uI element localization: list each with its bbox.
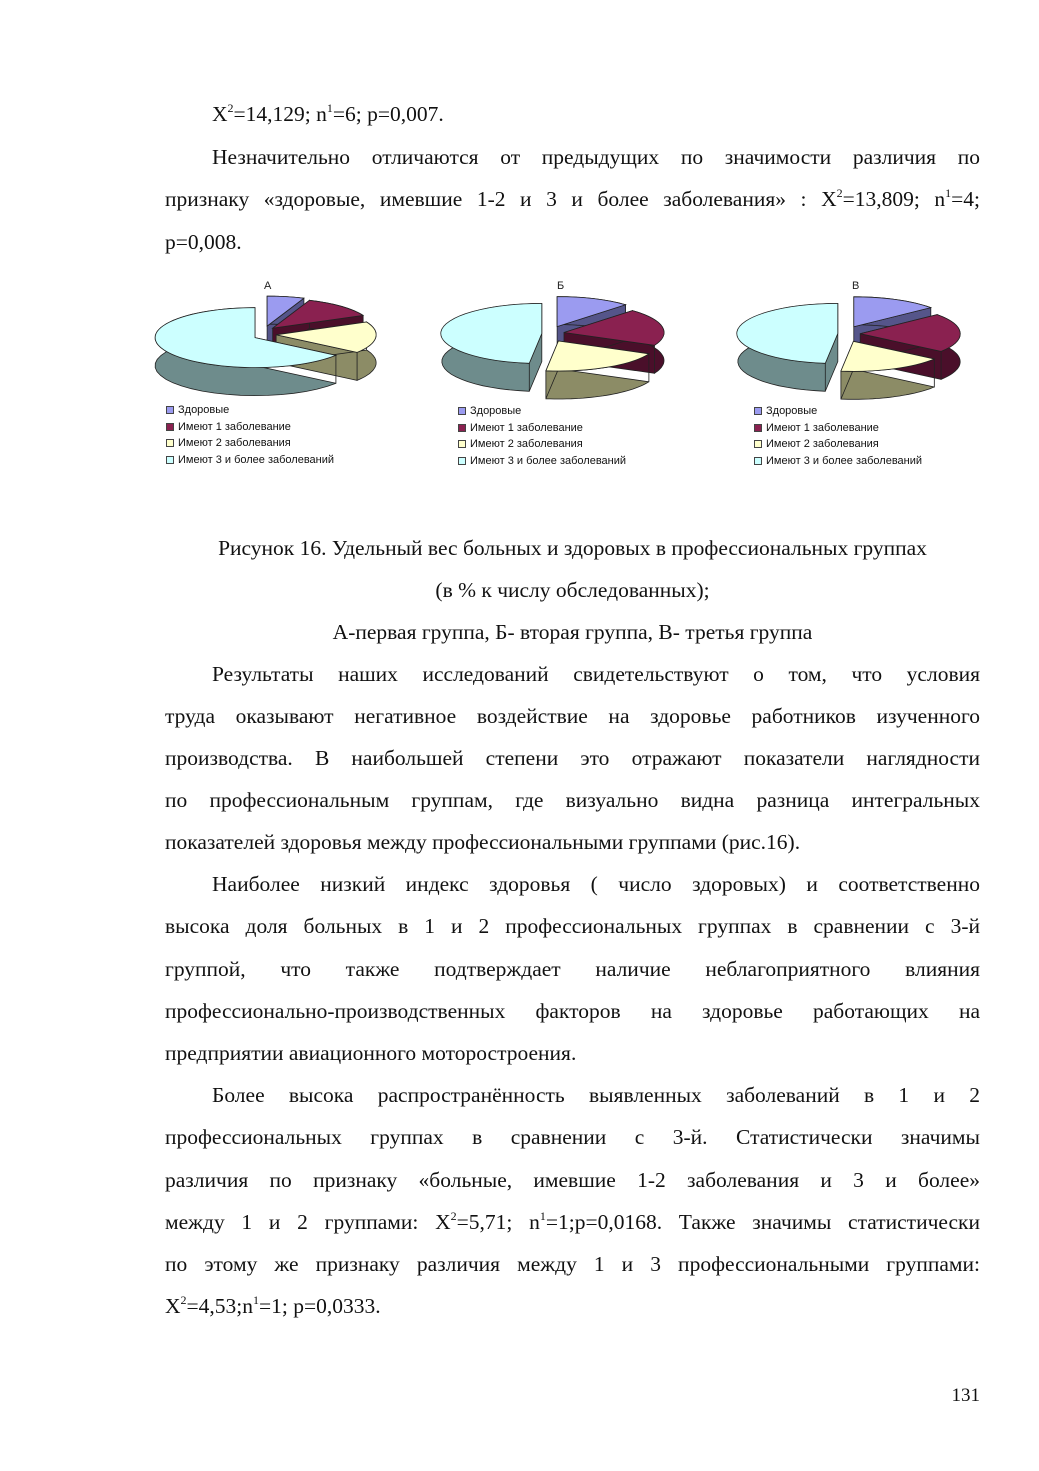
- paragraph-3-line-4: профессионально-производственных факторов на здоровье работающих на: [165, 999, 980, 1023]
- paragraph-3-line-3: группой, что также подтверждает наличие неблагоприятного влияния: [165, 957, 980, 981]
- legend-label: Здоровые: [178, 404, 230, 417]
- legend-item: [458, 403, 626, 420]
- paragraph-1-line-2: признаку «здоровые, имевшие 1-2 и 3 и более заболевания» : $X^2=13,809$; $n^1=4$;: [165, 186, 980, 211]
- paragraph-2-line-3: производства. В наибольшей степени это отражают показатели наглядности: [165, 746, 980, 770]
- legend-item: [458, 420, 626, 437]
- chart-c-legend: [754, 403, 922, 469]
- paragraph-4-line-6: $X^2=4,53;n^1=1$; p=0,0333.: [165, 1293, 381, 1318]
- legend-swatch: [458, 424, 466, 432]
- legend-label: Имеют 1 заболевание: [178, 420, 291, 433]
- paragraph-2-line-4: по профессиональным группам, где визуально видна разница интегральных: [165, 788, 980, 812]
- legend-swatch: [754, 407, 762, 415]
- paragraph-2-line-2: труда оказывают негативное воздействие на здоровье работников изученного: [165, 704, 980, 728]
- legend-label: Имеют 1 заболевание: [766, 421, 879, 434]
- paragraph-1-line-3: p=0,008.: [165, 230, 242, 254]
- paragraph-3-line-5: предприятии авиационного моторостроения.: [165, 1041, 577, 1065]
- chart-b-title: Б: [557, 280, 565, 292]
- legend-swatch: [754, 424, 762, 432]
- paragraph-4-line-1: Более высока распространённость выявленных заболеваний в 1 и 2: [212, 1083, 980, 1107]
- paragraph-4-line-5: по этому же признаку различия между 1 и 3 профессиональными группами:: [165, 1252, 980, 1276]
- pie-chart-b: [428, 296, 688, 396]
- paragraph-4-line-3: различия по признаку «больные, имевшие 1-2 заболевания и 3 и более»: [165, 1168, 980, 1192]
- legend-item: [458, 453, 626, 470]
- legend-item: [166, 435, 334, 452]
- paragraph-2-line-5: показателей здоровья между профессиональными группами (рис.16).: [165, 830, 801, 854]
- stat-line-1: $X^2=14,129$; $n^1=6$; p=0,007.: [212, 101, 444, 126]
- legend-item: [166, 452, 334, 469]
- legend-item: [458, 436, 626, 453]
- legend-label: Имеют 1 заболевание: [470, 421, 583, 434]
- paragraph-2-line-1: Результаты наших исследований свидетельствуют о том, что условия: [212, 662, 980, 686]
- legend-label: Здоровые: [766, 405, 818, 418]
- paragraph-1-line-1: Незначительно отличаются от предыдущих по значимости различия по: [212, 145, 980, 169]
- paragraph-3-line-1: Наиболее низкий индекс здоровья ( число здоровых) и соответственно: [212, 872, 980, 896]
- legend-label: Имеют 2 заболевания: [766, 438, 879, 451]
- chart-b-legend: [458, 403, 626, 469]
- legend-item: [754, 420, 922, 437]
- legend-label: Имеют 2 заболевания: [178, 437, 291, 450]
- legend-swatch: [754, 440, 762, 448]
- legend-label: Имеют 3 и более заболеваний: [470, 454, 627, 467]
- legend-swatch: [458, 440, 466, 448]
- legend-swatch: [166, 439, 174, 447]
- legend-item: [166, 419, 334, 436]
- page-number: 131: [951, 1385, 980, 1406]
- legend-swatch: [754, 457, 762, 465]
- paragraph-4-line-4: между 1 и 2 группами: $X^2=5,71$; $n^1=1;p=0,0168$. Также значимы статистически: [165, 1209, 980, 1234]
- legend-swatch: [166, 423, 174, 431]
- legend-swatch: [458, 407, 466, 415]
- paragraph-3-line-2: высока доля больных в 1 и 2 профессиональных группах в сравнении с 3-й: [165, 914, 980, 938]
- legend-swatch: [166, 456, 174, 464]
- legend-item: [166, 402, 334, 419]
- legend-label: Имеют 3 и более заболеваний: [766, 454, 923, 467]
- legend-label: Имеют 2 заболевания: [470, 438, 583, 451]
- legend-item: [754, 453, 922, 470]
- chart-a-legend: [166, 402, 334, 468]
- legend-label: Здоровые: [470, 405, 522, 418]
- figure-caption-line-3: А-первая группа, Б- вторая группа, В- третья группа: [332, 620, 813, 644]
- figure-caption-line-2: (в % к числу обследованных);: [435, 578, 710, 602]
- legend-swatch: [166, 406, 174, 414]
- figure-caption-line-1: Рисунок 16. Удельный вес больных и здоровых в профессиональных группах: [218, 536, 927, 560]
- legend-item: [754, 436, 922, 453]
- paragraph-4-line-2: профессиональных группах в сравнении с 3-й. Статистически значимы: [165, 1125, 980, 1149]
- legend-swatch: [458, 457, 466, 465]
- pie-chart-a: [140, 296, 400, 396]
- chart-c-title: В: [852, 280, 860, 292]
- legend-item: [754, 403, 922, 420]
- legend-label: Имеют 3 и более заболеваний: [178, 453, 335, 466]
- chart-a-title: А: [264, 280, 272, 292]
- pie-chart-c: [724, 296, 984, 396]
